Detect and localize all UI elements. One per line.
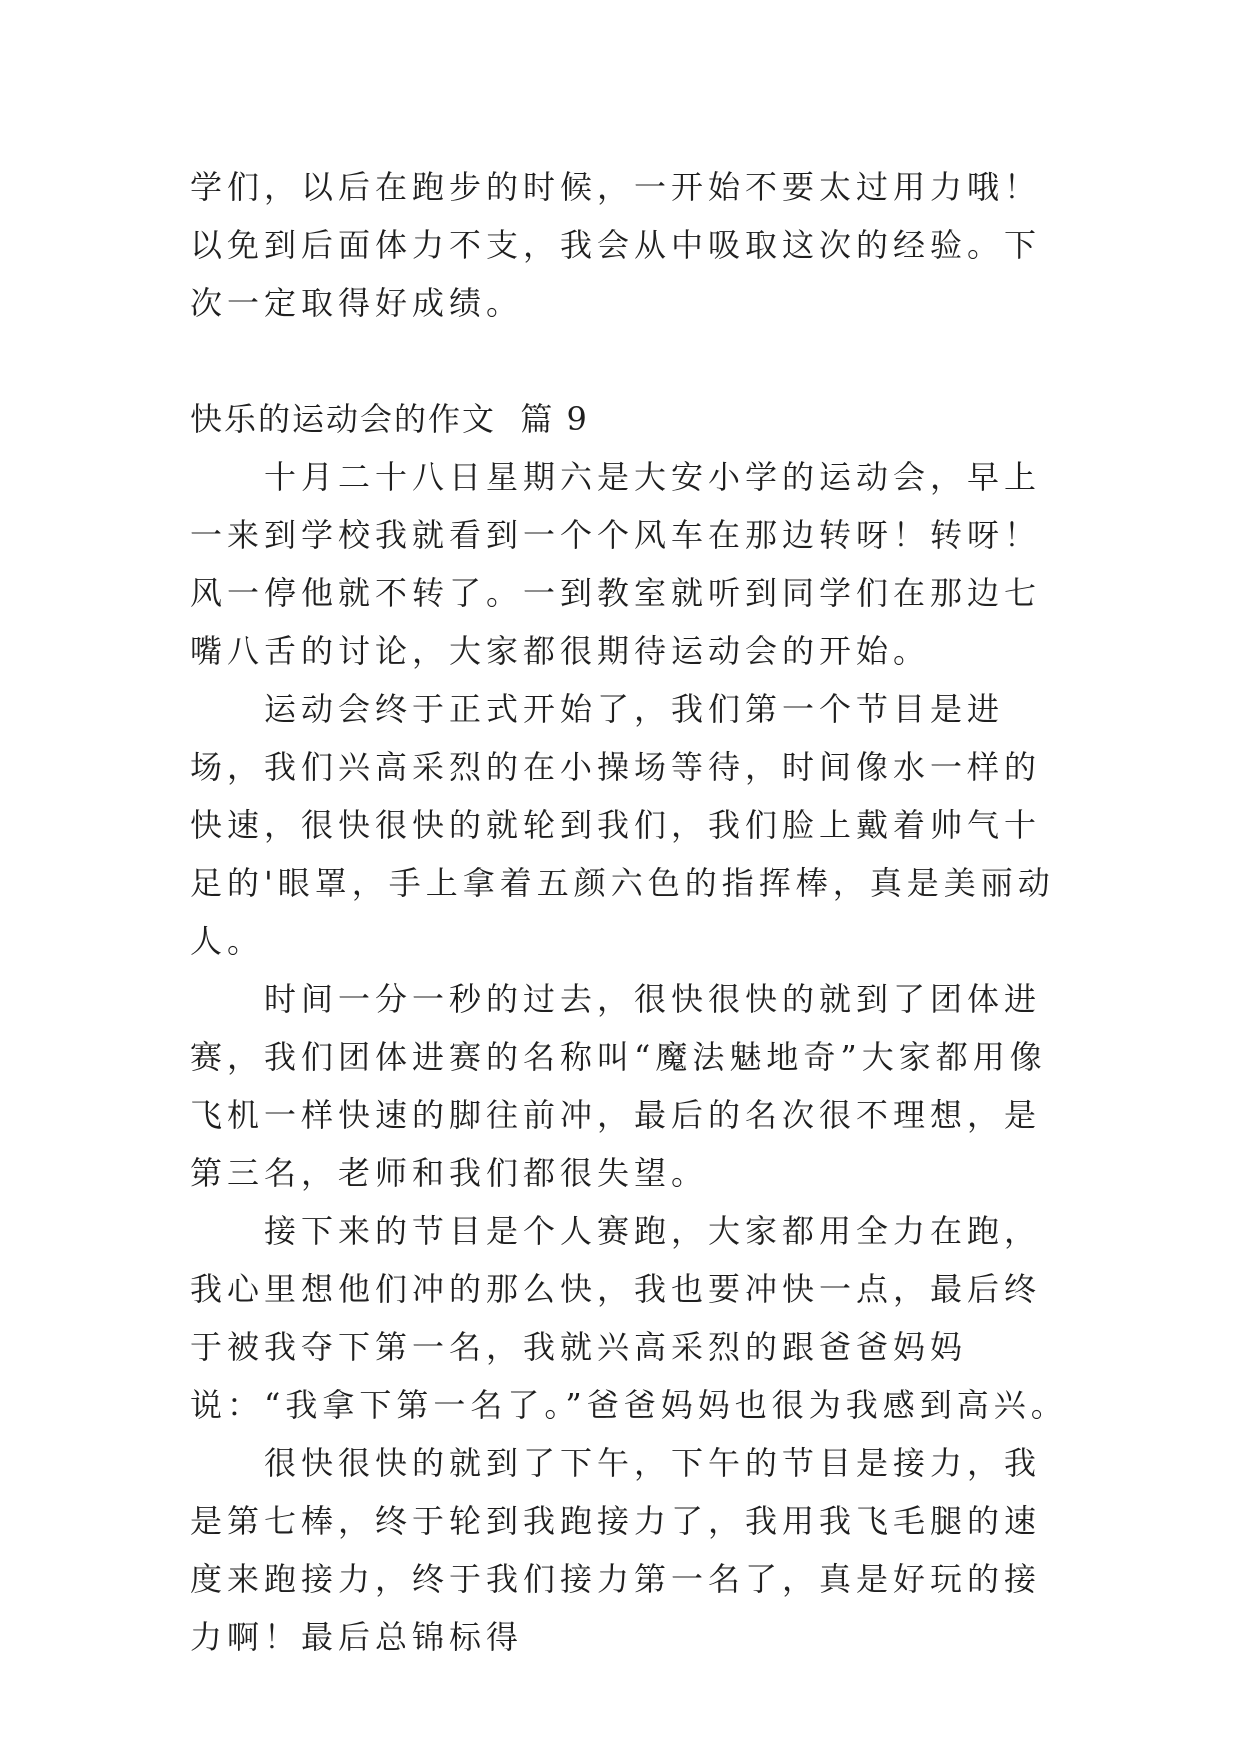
paragraph-2: 运动会终于正式开始了，我们第一个节目是进场，我们兴高采烈的在小操场等待，时间像水一样的快速，很快很快的就轮到我们，我们脸上戴着帅气十足的'眼罩，手上拿着五颜六色的指挥棒，真是美丽动人。 bbox=[190, 690, 1055, 960]
section-spacer bbox=[190, 332, 1070, 390]
paragraph-3: 时间一分一秒的过去，很快很快的就到了团体进赛，我们团体进赛的名称叫“魔法魅地奇”大家都用像飞机一样快速的脚往前冲，最后的名次很不理想，是第三名，老师和我们都很失望。 bbox=[190, 980, 1047, 1192]
paragraph-4: 接下来的节目是个人赛跑，大家都用全力在跑，我心里想他们冲的那么快，我也要冲快一点，最后终于被我夺下第一名，我就兴高采烈的跟爸爸妈妈说：“我拿下第一名了。”爸爸妈妈也很为我感到高兴。 bbox=[190, 1212, 1068, 1424]
paragraph-1: 十月二十八日星期六是大安小学的运动会，早上一来到学校我就看到一个个风车在那边转呀！转呀！风一停他就不转了。一到教室就听到同学们在那边七嘴八舌的讨论，大家都很期待运动会的开始。 bbox=[190, 458, 1042, 670]
document-body bbox=[190, 158, 1070, 1666]
section-title: 快乐的运动会的作文 篇 9 bbox=[190, 400, 589, 438]
paragraph-5: 很快很快的就到了下午，下午的节目是接力，我是第七棒，终于轮到我跑接力了，我用我飞毛腿的速度来跑接力，终于我们接力第一名了，真是好玩的接力啊！最后总锦标得 bbox=[190, 1444, 1042, 1656]
continuation-paragraph: 学们，以后在跑步的时候，一开始不要太过用力哦！以免到后面体力不支，我会从中吸取这次的经验。下次一定取得好成绩。 bbox=[190, 168, 1042, 322]
